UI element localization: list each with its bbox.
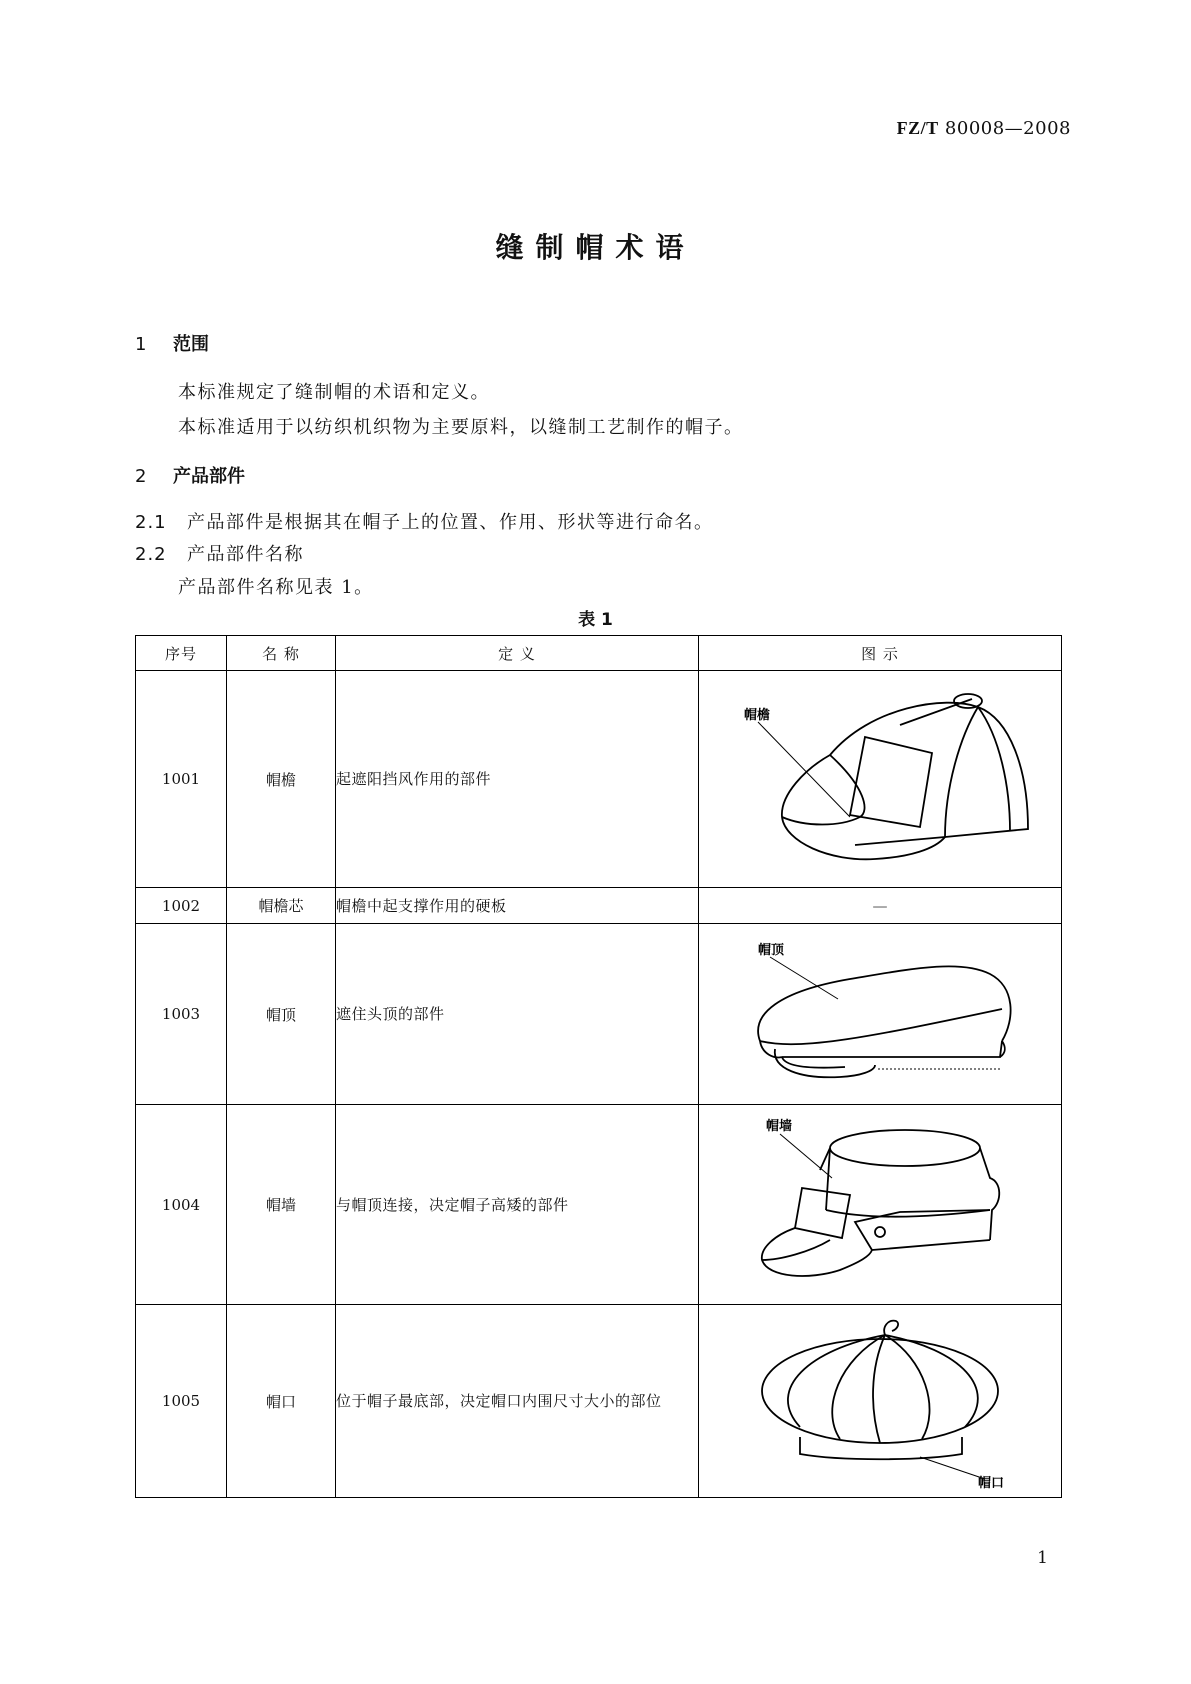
subsection-2-2-title: 产品部件名称 [187, 544, 304, 565]
subsection-2-1-text: 产品部件是根据其在帽子上的位置、作用、形状等进行命名。 [187, 512, 714, 533]
table-row [136, 1105, 1062, 1305]
figure-label-brim: 帽檐 [744, 707, 771, 723]
row-num: 1002 [136, 888, 227, 924]
row-name: 帽檐芯 [227, 888, 336, 924]
row-num: 1004 [136, 1105, 227, 1305]
page-number: 1 [1037, 1548, 1048, 1568]
row-definition: 与帽顶连接，决定帽子高矮的部件 [336, 1105, 699, 1305]
row-figure [699, 1305, 1062, 1498]
subsection-2-2 [135, 540, 304, 566]
subsection-2-2-number: 2.2 [135, 544, 167, 565]
military-cap-illustration [710, 1110, 1050, 1300]
section-1-para-1: 本标准规定了缝制帽的术语和定义。 [178, 382, 490, 403]
section-1-number: 1 [135, 334, 147, 355]
row-definition: 位于帽子最底部，决定帽口内围尺寸大小的部位 [336, 1305, 699, 1498]
figure-label-opening: 帽口 [978, 1475, 1005, 1491]
terms-table [135, 635, 1062, 1498]
figure-label-crown: 帽顶 [758, 943, 785, 958]
section-1-title: 范围 [173, 334, 209, 355]
section-2-number: 2 [135, 466, 147, 487]
row-num: 1005 [136, 1305, 227, 1498]
beret-illustration [710, 1309, 1050, 1494]
row-definition: 帽檐中起支撑作用的硬板 [336, 888, 699, 924]
table-caption: 表 1 [578, 610, 613, 630]
row-name: 帽墙 [227, 1105, 336, 1305]
table-row [136, 671, 1062, 888]
row-figure [699, 924, 1062, 1105]
standard-code [897, 118, 1071, 139]
flat-cap-illustration [710, 929, 1050, 1099]
row-figure [699, 671, 1062, 888]
row-name: 帽顶 [227, 924, 336, 1105]
section-1-para-2: 本标准适用于以纺织机织物为主要原料，以缝制工艺制作的帽子。 [178, 417, 744, 438]
subsection-2-2-text: 产品部件名称见表 1。 [178, 577, 374, 598]
baseball-cap-illustration [710, 677, 1050, 882]
row-name: 帽口 [227, 1305, 336, 1498]
figure-label-wall: 帽墙 [766, 1118, 793, 1134]
row-definition: 起遮阳挡风作用的部件 [336, 671, 699, 888]
table-row [136, 888, 1062, 924]
subsection-2-1-number: 2.1 [135, 512, 167, 533]
header-figure: 图 示 [699, 636, 1062, 671]
row-figure [699, 1105, 1062, 1305]
subsection-2-1 [135, 508, 714, 534]
standard-code-prefix: FZ/T [896, 118, 939, 138]
header-name: 名 称 [227, 636, 336, 671]
row-figure-dash: — [699, 888, 1062, 924]
section-2-heading [135, 462, 245, 488]
row-definition: 遮住头顶的部件 [336, 924, 699, 1105]
header-num: 序号 [136, 636, 227, 671]
header-definition: 定 义 [336, 636, 699, 671]
standard-code-number: 80008—2008 [944, 118, 1071, 139]
table-row [136, 1305, 1062, 1498]
section-2-title: 产品部件 [173, 466, 245, 487]
section-1-heading [135, 330, 209, 356]
table-header-row [136, 636, 1062, 671]
row-num: 1001 [136, 671, 227, 888]
row-name: 帽檐 [227, 671, 336, 888]
table-row [136, 924, 1062, 1105]
row-num: 1003 [136, 924, 227, 1105]
document-title: 缝制帽术语 [495, 231, 696, 264]
